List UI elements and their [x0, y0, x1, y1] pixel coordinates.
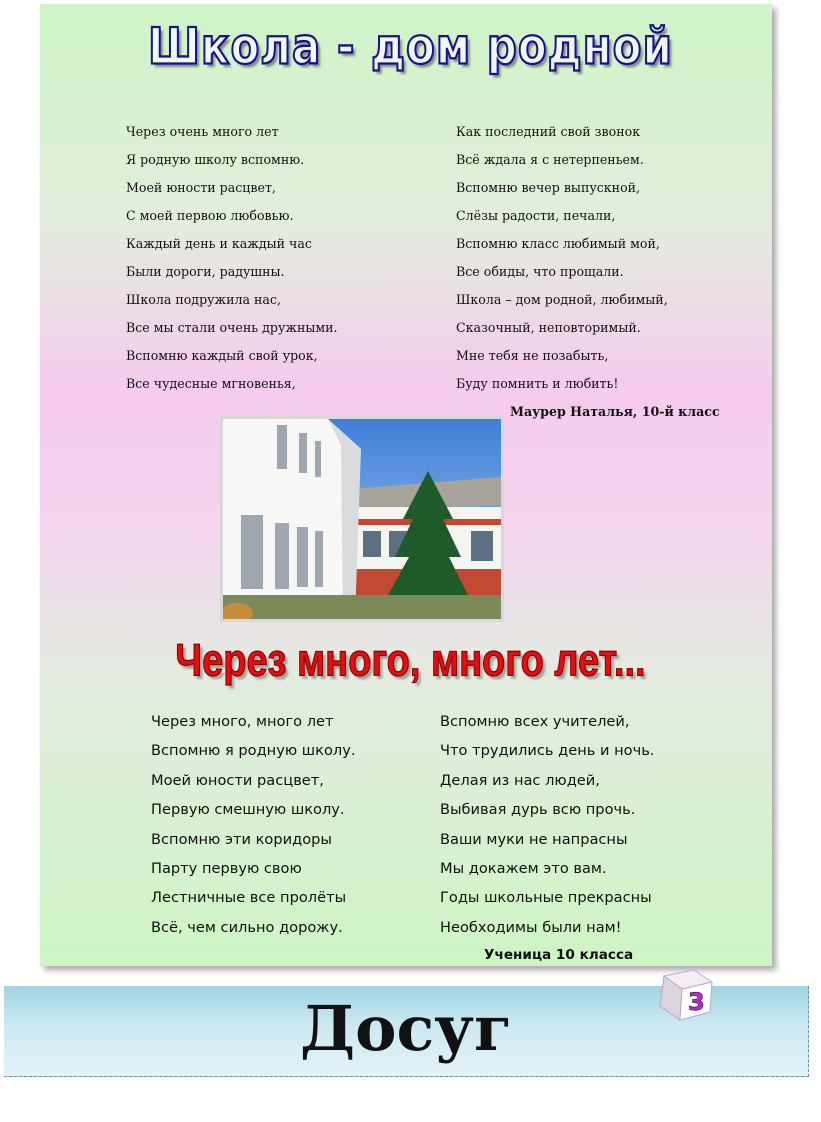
- poem-line: Каждый день и каждый час: [126, 236, 312, 251]
- poem-line: Делая из нас людей,: [440, 771, 600, 789]
- poem-line: Моей юности расцвет,: [151, 771, 324, 789]
- poem-line: Что трудились день и ночь.: [440, 742, 655, 760]
- poem2-title: Через много, много лет...: [175, 635, 646, 687]
- school-photo-illustration: [223, 419, 501, 619]
- poem-line: Через много, много лет: [151, 713, 334, 730]
- poem-line: Были дороги, радушны.: [126, 264, 285, 279]
- poem2-author: Ученица 10 класса: [484, 947, 634, 963]
- page-number: 3: [688, 988, 705, 1016]
- poem-line: Вспомню я родную школу.: [151, 742, 356, 760]
- poem-line: Мне тебя не позабыть,: [456, 348, 609, 363]
- poem-line: Слёзы радости, печали,: [456, 208, 616, 223]
- poem-line: Лестничные все пролёты: [151, 889, 347, 907]
- poem-line: Всё, чем сильно дорожу.: [151, 918, 343, 936]
- poem-line: Моей юности расцвет,: [126, 180, 276, 195]
- poem1-author: Маурер Наталья, 10-й класс: [510, 404, 720, 419]
- poem-line: Как последний свой звонок: [456, 124, 641, 139]
- poem2-left-column: [151, 710, 355, 945]
- poem-line: Мы докажем это вам.: [440, 859, 607, 877]
- poem-line: Ваши муки не напрасны: [440, 830, 628, 848]
- poem-line: Первую смешную школу.: [151, 801, 345, 819]
- cube-page-number-icon: [654, 962, 718, 1026]
- poem-line: Я родную школу вспомню.: [126, 152, 305, 167]
- poem-line: С моей первою любовью.: [126, 208, 294, 223]
- poem-line: Всё ждала я с нетерпеньем.: [456, 152, 644, 167]
- poem-line: Все чудесные мгновенья,: [126, 376, 296, 391]
- poem-line: Буду помнить и любить!: [456, 376, 619, 391]
- poem-line: Все обиды, что прощали.: [456, 264, 624, 279]
- poem-line: Вспомню всех учителей,: [440, 713, 630, 730]
- poem-line: Выбивая дурь всю прочь.: [440, 801, 636, 819]
- poem-line: Через очень много лет: [126, 124, 279, 139]
- poem-line: Школа – дом родной, любимый,: [456, 292, 668, 307]
- poem-line: Парту первую свою: [151, 859, 302, 877]
- page-title: Школа - дом родной: [148, 17, 673, 76]
- poem-line: Годы школьные прекрасны: [440, 889, 652, 907]
- poem2-right-column: [440, 710, 654, 945]
- poem-line: Школа подружила нас,: [126, 292, 281, 307]
- poem-line: Вспомню каждый свой урок,: [126, 348, 318, 363]
- school-building-photo: [220, 416, 504, 622]
- poem-line: Сказочный, неповторимый.: [456, 320, 641, 335]
- poem1-right-column: [456, 122, 668, 402]
- poem1-left-column: [126, 122, 338, 402]
- poem-line: Все мы стали очень дружными.: [126, 320, 338, 335]
- poem-line: Вспомню эти коридоры: [151, 830, 332, 848]
- poem-line: Необходимы были нам!: [440, 918, 622, 936]
- poem-line: Вспомню вечер выпускной,: [456, 180, 641, 195]
- section-title: Досуг: [300, 992, 512, 1065]
- poem-line: Вспомню класс любимый мой,: [456, 236, 660, 251]
